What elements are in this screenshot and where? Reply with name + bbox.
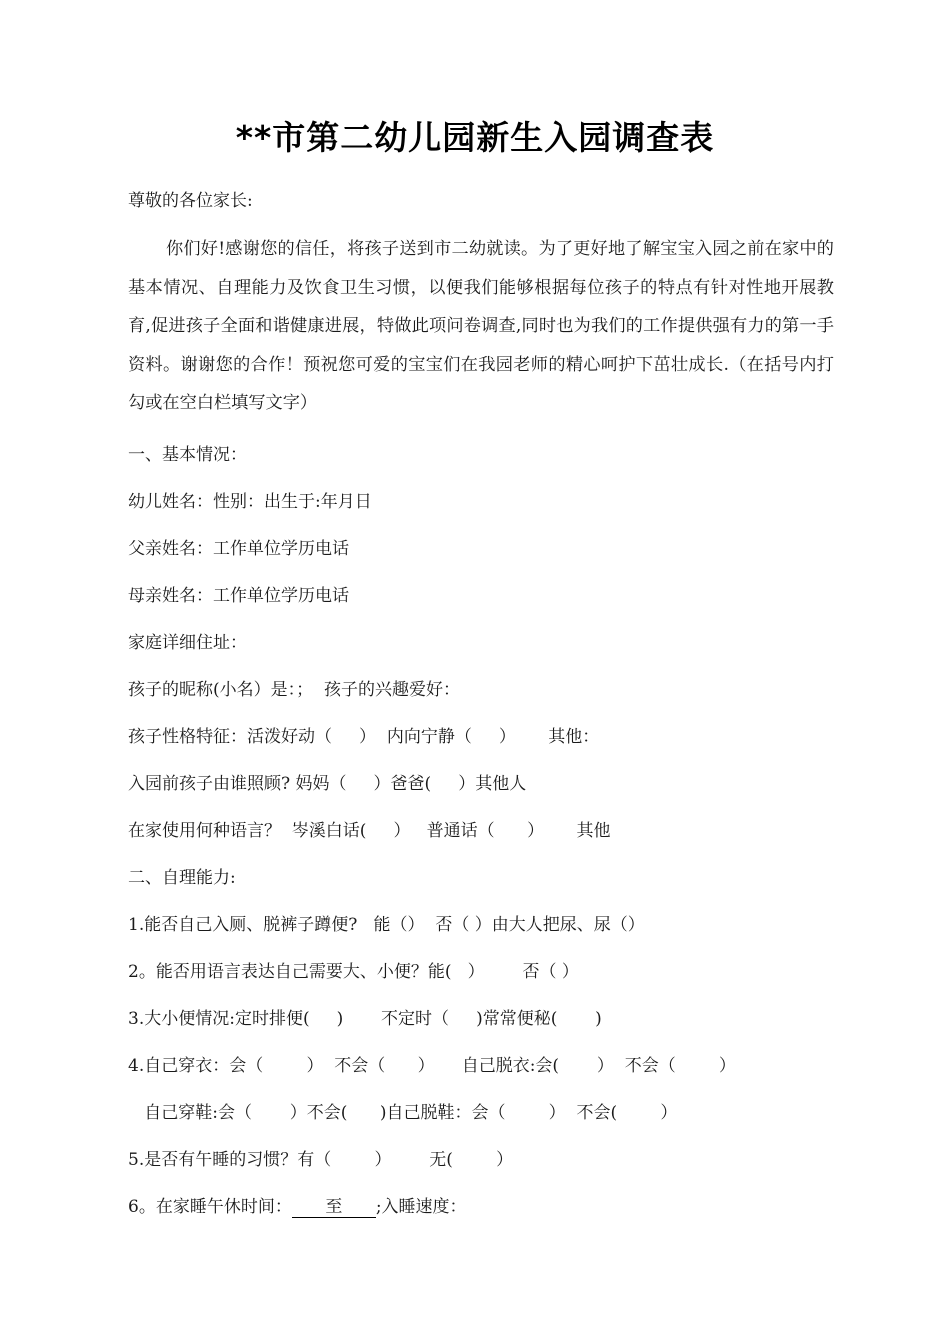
question-3: 3.大小便情况:定时排便( ) 不定时（ )常常便秘( ) — [128, 1009, 602, 1029]
caregiver-line: 入园前孩子由谁照顾? 妈妈（ ）爸爸( ）其他人 — [128, 774, 527, 794]
personality-line: 孩子性格特征：活泼好动（ ） 内向宁静（ ） 其他： — [128, 727, 600, 747]
child-info-line: 幼儿姓名：性别：出生于:年月日 — [128, 492, 372, 512]
language-line: 在家使用何种语言？ 岑溪白话( ） 普通话（ ） 其他 — [128, 821, 611, 841]
nap-time-blank: 至 — [292, 1197, 376, 1218]
page-title: **市第二幼儿园新生入园调查表 — [235, 118, 715, 157]
nickname-line: 孩子的昵称(小名）是：； 孩子的兴趣爱好： — [128, 680, 460, 700]
mother-info-line: 母亲姓名：工作单位学历电话 — [128, 586, 349, 606]
question-6 — [128, 1192, 467, 1218]
question-6-prefix: 6。在家睡午休时间： — [128, 1197, 292, 1217]
greeting: 尊敬的各位家长: — [128, 191, 253, 211]
question-6-suffix: ;入睡速度： — [375, 1197, 467, 1217]
address-line: 家庭详细住址： — [128, 633, 247, 653]
intro-paragraph: 你们好!感谢您的信任，将孩子送到市二幼就读。为了更好地了解宝宝入园之前在家中的基本情况、自理能力及饮食卫生习惯，以便我们能够根据每位孩子的特点有针对性地开展教育,促进孩子全面和谐健康进展，特做此项问卷调查,同时也为我们的工作提供强有力的第一手资料。谢谢您的合作！预祝您可爱的宝宝们在我园老师的精心呵护下茁壮成长.（在括号内打勾或在空白栏填写文字） — [128, 239, 834, 413]
question-1: 1.能否自己入厕、脱裤子蹲便? 能（） 否（ ）由大人把尿、尿（） — [128, 915, 645, 935]
father-info-line: 父亲姓名：工作单位学历电话 — [128, 539, 349, 559]
section2-heading: 二、自理能力: — [128, 868, 236, 888]
question-4-shoes: 自己穿鞋:会（ ）不会( )自己脱鞋：会（ ） 不会( ） — [128, 1103, 678, 1123]
question-4-dressing: 4.自己穿衣：会（ ） 不会（ ） 自己脱衣:会( ） 不会（ ） — [128, 1056, 736, 1076]
question-5: 5.是否有午睡的习惯？有（ ） 无( ） — [128, 1150, 514, 1170]
section1-heading: 一、基本情况： — [128, 445, 247, 465]
question-2: 2。能否用语言表达自己需要大、小便？能( ） 否（ ） — [128, 962, 579, 982]
